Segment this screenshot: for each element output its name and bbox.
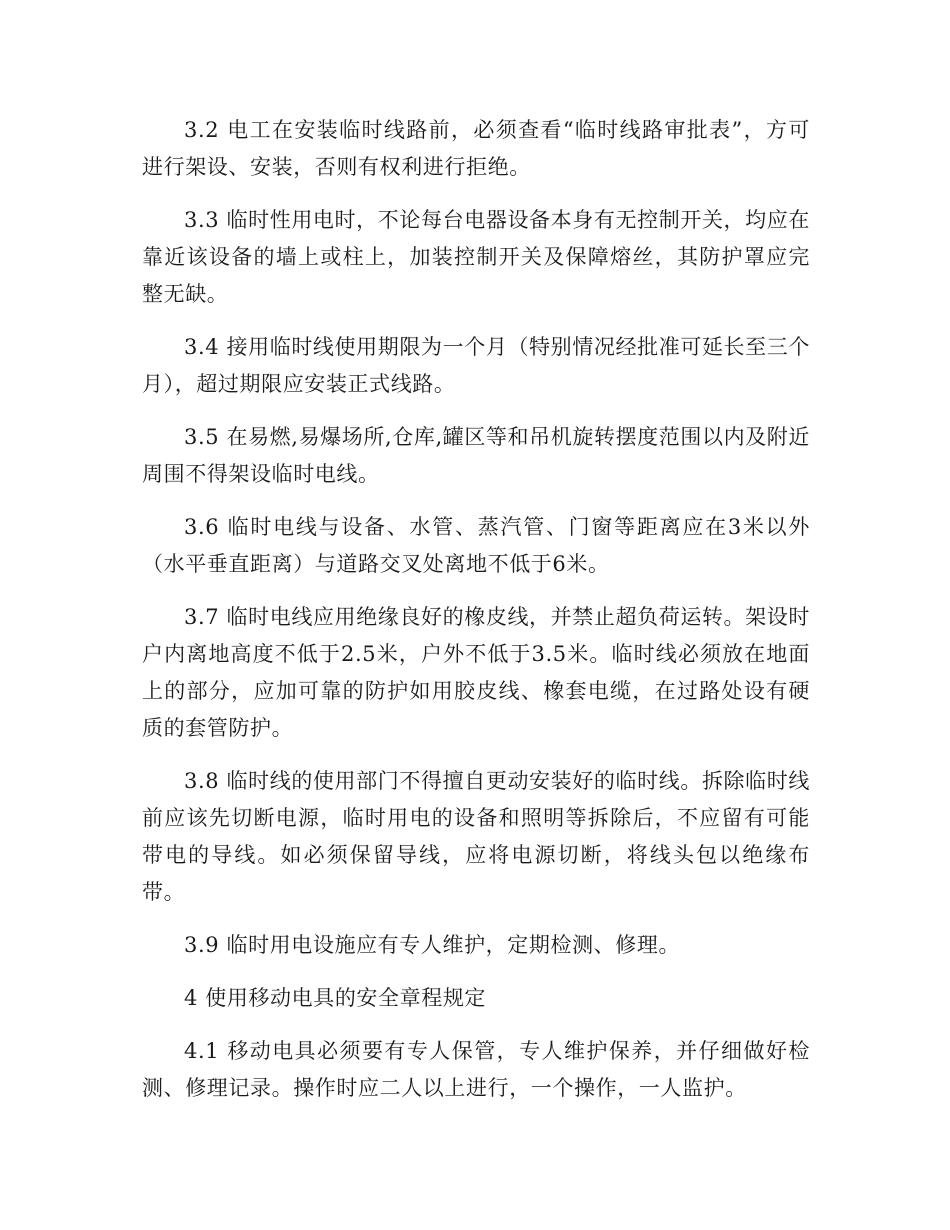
paragraph-4-1: 4.1 移动电具必须要有专人保管，专人维护保养，并仔细做好检测、修理记录。操作时应二人以上进行，一个操作，一人监护。 bbox=[142, 1039, 810, 1100]
paragraph-3-4: 3.4 接用临时线使用期限为一个月（特别情况经批准可延长至三个月），超过期限应安装正式线路。 bbox=[142, 335, 810, 396]
section-heading-4: 4 使用移动电具的安全章程规定 bbox=[184, 986, 487, 1010]
paragraph-3-5: 3.5 在易燃,易爆场所,仓库,罐区等和吊机旋转摆度范围以内及附近周围不得架设临时电线。 bbox=[142, 425, 810, 486]
paragraph-3-6: 3.6 临时电线与设备、水管、蒸汽管、门窗等距离应在3米以外（水平垂直距离）与道路交叉处离地不低于6米。 bbox=[142, 515, 810, 576]
document-body bbox=[142, 112, 810, 1123]
paragraph-3-2: 3.2 电工在安装临时线路前，必须查看“临时线路审批表”，方可进行架设、安装，否则有权利进行拒绝。 bbox=[142, 118, 810, 179]
paragraph-3-3: 3.3 临时性用电时，不论每台电器设备本身有无控制开关，均应在靠近该设备的墙上或柱上，加装控制开关及保障熔丝，其防护罩应完整无缺。 bbox=[142, 208, 810, 306]
paragraph-3-8: 3.8 临时线的使用部门不得擅自更动安装好的临时线。拆除临时线前应该先切断电源，临时用电的设备和照明等拆除后，不应留有可能带电的导线。如必须保留导线，应将电源切断，将线头包以绝缘布带。 bbox=[142, 769, 810, 904]
paragraph-3-7: 3.7 临时电线应用绝缘良好的橡皮线，并禁止超负荷运转。架设时户内离地高度不低于2.5米，户外不低于3.5米。临时线必须放在地面上的部分，应加可靠的防护如用胶皮线、橡套电缆，在过路处设有硬质的套管防护。 bbox=[142, 605, 810, 740]
paragraph-3-9: 3.9 临时用电设施应有专人维护，定期检测、修理。 bbox=[184, 933, 681, 957]
